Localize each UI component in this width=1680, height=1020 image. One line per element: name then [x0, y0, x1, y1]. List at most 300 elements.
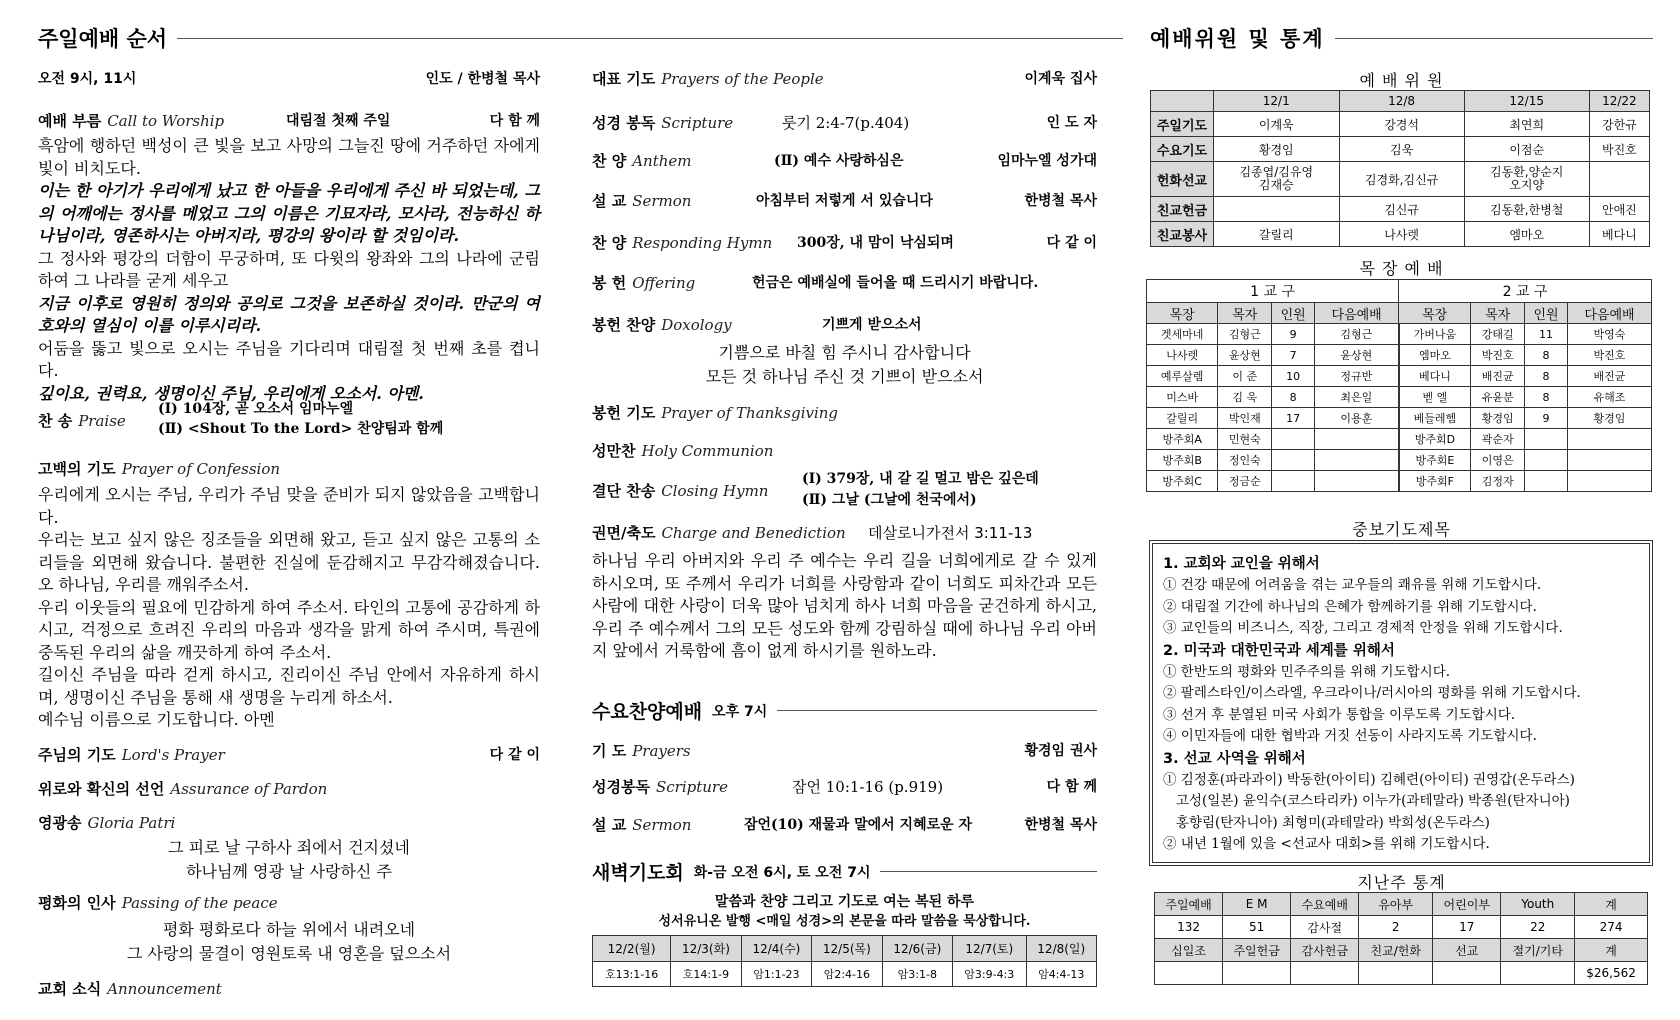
doxology-line-1: 기쁨으로 바칠 힘 주시니 감사합니다 — [718, 343, 971, 362]
committee-cell: 엠마오 — [1464, 222, 1589, 247]
gloria-line-2: 하나님께 영광 날 사랑하신 주 — [186, 862, 392, 881]
mokjang-cell: 9 — [1525, 408, 1568, 429]
committee-cell: 김신규 — [1339, 197, 1464, 222]
committee-cell: 강경석 — [1339, 112, 1464, 137]
offering-ko: 봉 헌 — [592, 274, 627, 292]
wed-sermon-en: Sermon — [632, 816, 692, 834]
mokjang-header: 다음예배 — [1567, 303, 1651, 324]
charge-text: 하나님 우리 아버지와 우리 주 예수는 우리 길을 너희에게로 갈 수 있게 하시오며, 또 주께서 우리가 너희를 사랑함과 같이 너희도 피차간과 모든 사람에 대한 사랑이 더욱 많아 넘치게 하사 너희 마음을 굳건하게 하시고, 우리 주 예수께서 그의 모든 성도와 함께 강림하실 때에 하나님 우리 아버지 앞에서 거룩함에 흠이 없게 하시기를 원하노라. — [592, 551, 1097, 660]
lords-en: Lord's Prayer — [121, 746, 225, 764]
committee-header-row — [1151, 91, 1650, 112]
mokjang-header: 인원 — [1272, 303, 1315, 324]
committee-role: 친교봉사 — [1151, 222, 1214, 247]
confession-en: Prayer of Confession — [121, 460, 281, 478]
wed-prayer-en: Prayers — [632, 742, 691, 760]
confession-paragraph: 길이신 주님을 따라 걷게 하시고, 진리이신 주님 안에서 자유하게 하시며, 생명이신 주님을 통해 새 생명을 누리게 하소서. — [38, 665, 540, 707]
dawn-date: 12/4(수) — [741, 936, 811, 962]
committee-table — [1150, 90, 1650, 247]
prayer-item: 홍향림(탄자니아) 최형미(과테말라) 박희성(온두라스) — [1163, 814, 1490, 831]
mokjang-cell — [1567, 450, 1651, 471]
mokjang-cell: 정규반 — [1315, 366, 1399, 387]
dawn-ref: 호13:1-16 — [593, 961, 671, 987]
dawn-time: 화-금 오전 6시, 토 오전 7시 — [693, 864, 871, 881]
committee-role: 주일기도 — [1151, 112, 1214, 137]
sermon-en: Sermon — [632, 192, 692, 210]
confession-paragraphs — [38, 484, 540, 732]
committee-cell: 이점순 — [1464, 137, 1589, 162]
charge-row — [592, 522, 1097, 542]
pardon-row — [38, 778, 540, 798]
call-sub: 대림절 첫째 주일 — [286, 113, 391, 129]
peace-row — [38, 892, 540, 912]
wed-scripture-row — [592, 776, 1097, 796]
wed-scripture-ko: 성경봉독 — [592, 778, 650, 796]
doxology-en: Doxology — [661, 316, 732, 334]
mokjang-cell: 민현숙 — [1218, 429, 1272, 450]
committee-row — [1151, 112, 1650, 137]
committee-date: 12/22 — [1589, 91, 1649, 112]
stats-cell — [1501, 962, 1575, 985]
mokjang-cell — [1315, 450, 1399, 471]
stats-cell: 132 — [1155, 916, 1223, 939]
confession-paragraph: 우리는 보고 싶지 않은 징조들을 외면해 왔고, 듣고 싶지 않은 고통의 소리들을 외면해 왔습니다. 불편한 진실에 둔감해지고 무감각해졌습니다. 오 하나님, 우리를 깨워주소서. — [38, 530, 540, 594]
mokjang-cell: 박진호 — [1567, 345, 1651, 366]
anthem-by: 임마누엘 성가대 — [997, 153, 1097, 169]
closing-ko: 결단 찬송 — [592, 482, 656, 500]
mokjang-cell: 벧 엘 — [1399, 387, 1471, 408]
stats-cell: 절기/기타 — [1501, 939, 1575, 962]
mokjang-header: 인원 — [1525, 303, 1568, 324]
dawn-line-2: 성서유니온 발행 <매일 성경>의 본문을 따라 말씀을 묵상합니다. — [658, 914, 1031, 929]
prayer-item: ③ 교인들의 비즈니스, 직장, 그리고 경제적 안정을 위해 기도합시다. — [1163, 620, 1563, 636]
praise-line-2: (Ⅱ) <Shout To the Lord> 찬양팀과 함께 — [158, 421, 444, 437]
praise-en: Praise — [78, 412, 126, 430]
praise-ko: 찬 송 — [38, 412, 73, 430]
mokjang-cell: 정금순 — [1218, 471, 1272, 492]
doxology-row — [592, 314, 1097, 334]
mokjang-cell: 윤상현 — [1315, 345, 1399, 366]
committee-row — [1151, 197, 1650, 222]
stats-cell: 계 — [1575, 893, 1648, 916]
responding-hymn-row — [592, 232, 1097, 252]
mokjang-row — [1147, 450, 1652, 471]
announce-en: Announcement — [107, 980, 222, 998]
mokjang-cell: 갈릴리 — [1147, 408, 1218, 429]
committee-cell: 갈릴리 — [1214, 222, 1340, 247]
mokjang-header: 목장 — [1399, 303, 1471, 324]
group-2: 2 교 구 — [1399, 280, 1652, 303]
dawn-date: 12/6(금) — [882, 936, 952, 962]
worship-order-heading: 주일예배 순서 — [38, 23, 1123, 53]
mokjang-cell: 베들레헴 — [1399, 408, 1471, 429]
group-1: 1 교 구 — [1147, 280, 1399, 303]
committee-row — [1151, 222, 1650, 247]
mokjang-cell: 유윤분 — [1471, 387, 1525, 408]
committee-cell: 김동환,양순지 오지양 — [1464, 162, 1589, 197]
mokjang-cell: 황경임 — [1471, 408, 1525, 429]
mokjang-cell: 나사렛 — [1147, 345, 1218, 366]
prayer-box — [1152, 543, 1650, 863]
mokjang-cell: 방주회D — [1399, 429, 1471, 450]
committee-cell: 김종엽/김유영 김재승 — [1214, 162, 1340, 197]
stats-cell: 2 — [1359, 916, 1433, 939]
call-en: Call to Worship — [107, 112, 225, 130]
peace-ko: 평화의 인사 — [38, 894, 116, 912]
committee-date: 12/15 — [1464, 91, 1589, 112]
thanksgiving-row — [592, 402, 1097, 422]
stats-cell: 주일예배 — [1155, 893, 1223, 916]
charge-ref: 데살로니가전서 3:11-13 — [868, 524, 1033, 542]
stats-cell: 17 — [1433, 916, 1501, 939]
mokjang-cell: 배진균 — [1567, 366, 1651, 387]
stats-cell: E M — [1223, 893, 1291, 916]
mokjang-cell: 김 욱 — [1218, 387, 1272, 408]
mokjang-row — [1147, 471, 1652, 492]
sermon-ko: 설 교 — [592, 192, 627, 210]
mokjang-cell: 강태길 — [1471, 324, 1525, 345]
mokjang-cell — [1525, 450, 1568, 471]
hymn-by: 다 같 이 — [1046, 235, 1097, 251]
prayer-heading: 1. 교회와 교인을 위해서 — [1163, 556, 1320, 572]
mokjang-cell: 최은일 — [1315, 387, 1399, 408]
mokjang-cell: 정인숙 — [1218, 450, 1272, 471]
mokjang-row — [1147, 408, 1652, 429]
stats-cell: 22 — [1501, 916, 1575, 939]
mokjang-cell: 미스바 — [1147, 387, 1218, 408]
mokjang-cell: 엠마오 — [1399, 345, 1471, 366]
call-to-worship-text — [38, 135, 540, 405]
wed-scripture-ref: 잠언 10:1-16 (p.919) — [792, 778, 944, 796]
peace-line-1: 평화 평화로다 하늘 위에서 내려오네 — [162, 920, 416, 939]
mokjang-cell: 8 — [1525, 366, 1568, 387]
mokjang-cell: 가버나움 — [1399, 324, 1471, 345]
wed-prayer-row — [592, 740, 1097, 760]
dawn-line-1: 말씀과 찬양 그리고 기도로 여는 복된 하루 — [714, 894, 975, 910]
mokjang-cell: 10 — [1272, 366, 1315, 387]
stats-cell — [1433, 962, 1501, 985]
peace-en: Passing of the peace — [121, 894, 278, 912]
committee-cell: 김욱 — [1339, 137, 1464, 162]
stats-cell: 어린이부 — [1433, 893, 1501, 916]
communion-ko: 성만찬 — [592, 442, 636, 460]
dawn-refs-row — [593, 961, 1097, 987]
rep-by: 이계욱 집사 — [1024, 71, 1097, 87]
stats-cell: 감사절 — [1291, 916, 1359, 939]
mokjang-cell: 윤상현 — [1218, 345, 1272, 366]
confession-row — [38, 458, 540, 478]
committee-cell — [1589, 162, 1649, 197]
committee-role: 헌화선교 — [1151, 162, 1214, 197]
dawn-date: 12/8(일) — [1026, 936, 1096, 962]
mokjang-header: 목자 — [1471, 303, 1525, 324]
mokjang-header-row — [1147, 303, 1652, 324]
committee-corner — [1151, 91, 1214, 112]
mokjang-group-row — [1147, 280, 1652, 303]
stats-table — [1154, 892, 1648, 985]
call-to-worship-row — [38, 110, 540, 130]
dawn-ref: 암4:4-13 — [1026, 961, 1096, 987]
call-line: 깊이요, 권력요, 생명이신 주님, 우리에게 오소서. 아멘. — [38, 383, 424, 403]
rep-ko: 대표 기도 — [592, 70, 656, 88]
thanks-ko: 봉헌 기도 — [592, 404, 656, 422]
prayer-item: ③ 선거 후 분열된 미국 사회가 통합을 이루도록 기도합시다. — [1163, 706, 1516, 723]
stats-values-1 — [1155, 916, 1648, 939]
lords-by: 다 같 이 — [489, 747, 540, 763]
prayer-heading: 2. 미국과 대한민국과 세계를 위해서 — [1163, 642, 1395, 659]
announcement-row — [38, 978, 540, 998]
committee-cell: 나사렛 — [1339, 222, 1464, 247]
wed-scripture-en: Scripture — [655, 778, 728, 796]
mokjang-table — [1146, 279, 1652, 492]
gloria-ko: 영광송 — [38, 814, 82, 832]
offering-row — [592, 272, 1097, 292]
prayer-heading: 3. 선교 사역을 위해서 — [1163, 750, 1306, 767]
gloria-row — [38, 812, 540, 832]
mokjang-cell — [1525, 471, 1568, 492]
stats-cell: 친교/헌화 — [1359, 939, 1433, 962]
call-line: 어둠을 뚫고 빛으로 오시는 주님을 기다리며 대림절 첫 번째 초를 켭니다. — [38, 338, 540, 380]
dawn-date: 12/7(토) — [953, 936, 1026, 962]
scripture-ko: 성경 봉독 — [592, 114, 656, 132]
stats-cell: 계 — [1575, 939, 1648, 962]
prayer-title: 중보기도제목 — [1352, 520, 1451, 539]
mokjang-cell — [1567, 429, 1651, 450]
mokjang-cell — [1567, 471, 1651, 492]
committee-cell — [1214, 197, 1340, 222]
scripture-row — [592, 112, 1097, 132]
mokjang-cell: 이영은 — [1471, 450, 1525, 471]
doxology-line-2: 모든 것 하나님 주신 것 기쁘이 받으소서 — [705, 367, 984, 386]
communion-row — [592, 440, 1097, 460]
mokjang-cell: 곽순자 — [1471, 429, 1525, 450]
mokjang-cell: 박인재 — [1218, 408, 1272, 429]
mokjang-cell — [1272, 471, 1315, 492]
call-by: 다 함 께 — [489, 113, 540, 129]
committee-role: 수요기도 — [1151, 137, 1214, 162]
committee-date: 12/8 — [1339, 91, 1464, 112]
closing-line-1: (Ⅰ) 379장, 내 갈 길 멀고 밤은 깊은데 — [802, 471, 1039, 487]
committee-cell: 김동환,한병철 — [1464, 197, 1589, 222]
peace-line-2: 그 사랑의 물결이 영원토록 내 영혼을 덮으소서 — [126, 944, 452, 963]
hymn-en: Responding Hymn — [632, 234, 773, 252]
confession-paragraph: 우리에게 오시는 주님, 우리가 주님 맞을 준비가 되지 않았음을 고백합니다. — [38, 485, 540, 527]
mokjang-cell: 김형근 — [1218, 324, 1272, 345]
mokjang-cell: 17 — [1272, 408, 1315, 429]
mokjang-header: 다음예배 — [1315, 303, 1399, 324]
mokjang-cell: 11 — [1525, 324, 1568, 345]
wed-prayer-by: 황경임 권사 — [1024, 743, 1097, 759]
dawn-ref: 암1:1-23 — [741, 961, 811, 987]
mokjang-row — [1147, 345, 1652, 366]
dawn-date: 12/3(화) — [671, 936, 741, 962]
prayer-item: 고성(일본) 윤익수(코스타리카) 이누가(과테말라) 박종원(탄자니아) — [1163, 793, 1570, 809]
gloria-en: Gloria Patri — [87, 814, 176, 832]
charge-en: Charge and Benediction — [661, 524, 846, 542]
committee-cell: 황경임 — [1214, 137, 1340, 162]
committee-table-title: 예 배 위 원 — [1359, 71, 1444, 90]
committee-heading: 예배위원 및 통계 — [1150, 23, 1653, 53]
stats-cell: 선교 — [1433, 939, 1501, 962]
call-ko: 예배 부름 — [38, 112, 102, 130]
praise-line-1: (Ⅰ) 104장, 곧 오소서 임마누엘 — [158, 401, 354, 417]
scripture-by: 인 도 자 — [1046, 115, 1097, 131]
stats-cell: 주일헌금 — [1223, 939, 1291, 962]
call-line: 지금 이후로 영원히 정의와 공의로 그것을 보존하실 것이라. 만군의 여호와의 열심이 이를 이루시리라. — [38, 293, 540, 335]
mokjang-row — [1147, 324, 1652, 345]
committee-cell: 이계욱 — [1214, 112, 1340, 137]
mokjang-cell: 베다니 — [1399, 366, 1471, 387]
mokjang-cell: 이용훈 — [1315, 408, 1399, 429]
stats-cell — [1223, 962, 1291, 985]
sermon-row — [592, 190, 1097, 210]
mokjang-header: 목자 — [1218, 303, 1272, 324]
mokjang-row — [1147, 429, 1652, 450]
wed-sermon-title: 잠언(10) 재물과 말에서 지혜로운 자 — [744, 817, 973, 833]
stats-cell: 274 — [1575, 916, 1648, 939]
mokjang-cell — [1525, 429, 1568, 450]
mokjang-table-title: 목 장 예 배 — [1359, 259, 1444, 278]
confession-paragraph: 우리 이웃들의 필요에 민감하게 하여 주소서. 타인의 고통에 공감하게 하시고, 걱정으로 흐려진 우리의 마음과 생각을 맑게 하여 주시며, 특권에 중독된 우리의 삶을 깨끗하게 하여 주소서. — [38, 597, 540, 662]
dawn-schedule-table — [592, 935, 1097, 987]
gloria-line-1: 그 피로 날 구하사 죄에서 건지셨네 — [168, 838, 410, 857]
scripture-en: Scripture — [661, 114, 734, 132]
call-line: 이는 한 아기가 우리에게 났고 한 아들을 우리에게 주신 바 되었는데, 그의 어깨에는 정사를 메었고 그의 이름은 기묘자라, 모사라, 전능하신 하나님이라, 영존하시는 아버지라, 평강의 왕이라 할 것임이라. — [38, 181, 540, 245]
wed-prayer-ko: 기 도 — [592, 742, 627, 760]
hymn-ko: 찬 양 — [592, 234, 627, 252]
scripture-ref: 룻기 2:4-7(p.404) — [782, 114, 910, 132]
committee-role: 친교헌금 — [1151, 197, 1214, 222]
mokjang-cell: 겟세마네 — [1147, 324, 1218, 345]
prayer-item: ④ 이민자들에 대한 협박과 거짓 선동이 사라지도록 기도합시다. — [1163, 728, 1537, 744]
wednesday-time: 오후 7시 — [712, 703, 768, 720]
mokjang-cell: 이 준 — [1218, 366, 1272, 387]
service-time-row — [38, 68, 540, 88]
mokjang-cell: 방주회E — [1399, 450, 1471, 471]
call-line: 그 정사와 평강의 더함이 무궁하며, 또 다윗의 왕좌와 그의 나라에 군림하여 그 나라를 굳게 세우고 — [38, 248, 540, 290]
mokjang-cell: 방주회C — [1147, 471, 1218, 492]
dawn-ref: 호14:1-9 — [671, 961, 741, 987]
prayer-item: ② 대림절 기간에 하나님의 은혜가 함께하기를 위해 기도합시다. — [1163, 598, 1537, 615]
confession-text — [38, 484, 540, 732]
mokjang-cell: 김형근 — [1315, 324, 1399, 345]
stats-cell — [1359, 962, 1433, 985]
stats-cell — [1155, 962, 1223, 985]
lords-prayer-row — [38, 744, 540, 764]
dawn-ref: 암3:1-8 — [882, 961, 952, 987]
mokjang-cell: 배진균 — [1471, 366, 1525, 387]
committee-cell: 최연희 — [1464, 112, 1589, 137]
mokjang-cell — [1272, 429, 1315, 450]
dawn-date: 12/2(월) — [593, 936, 671, 962]
confession-ko: 고백의 기도 — [38, 460, 116, 478]
mokjang-cell: 방주회F — [1399, 471, 1471, 492]
mokjang-cell — [1272, 450, 1315, 471]
committee-cell: 강한규 — [1589, 112, 1649, 137]
hymn-title: 300장, 내 맘이 낙심되며 — [797, 235, 954, 251]
stats-cell: $26,562 — [1575, 962, 1648, 985]
closing-hymn-row — [592, 468, 1097, 512]
prayer-item: ② 내년 1월에 있을 <선교사 대회>를 위해 기도합시다. — [1163, 836, 1490, 852]
communion-en: Holy Communion — [641, 442, 774, 460]
anthem-ko: 찬 양 — [592, 152, 627, 170]
prayer-item: ② 팔레스타인/이스라엘, 우크라이나/러시아의 평화를 위해 기도합시다. — [1163, 685, 1581, 701]
mokjang-header: 목장 — [1147, 303, 1218, 324]
thanks-en: Prayer of Thanksgiving — [661, 404, 839, 422]
stats-cell: 수요예배 — [1291, 893, 1359, 916]
mokjang-cell: 박진호 — [1471, 345, 1525, 366]
announce-ko: 교회 소식 — [38, 980, 102, 998]
dawn-ref: 암3:9-4:3 — [953, 961, 1026, 987]
doxology-title: 기쁘게 받으소서 — [822, 317, 922, 333]
rep-en: Prayers of the People — [661, 70, 824, 88]
stats-cell: 51 — [1223, 916, 1291, 939]
pardon-ko: 위로와 확신의 선언 — [38, 780, 165, 798]
rep-prayer-row — [592, 68, 1097, 88]
charge-ko: 권면/축도 — [592, 524, 656, 542]
stats-cell: 유아부 — [1359, 893, 1433, 916]
anthem-title: (Ⅱ) 예수 사랑하심은 — [774, 153, 904, 169]
dawn-heading: 새벽기도회 화-금 오전 6시, 토 오전 7시 — [592, 858, 1097, 885]
service-time: 오전 9시, 11시 — [38, 71, 137, 87]
call-lines — [38, 135, 540, 405]
wed-sermon-by: 한병철 목사 — [1024, 817, 1097, 833]
mokjang-cell: 방주회A — [1147, 429, 1218, 450]
mokjang-row — [1147, 366, 1652, 387]
confession-paragraph: 예수님 이름으로 기도합니다. 아멘 — [38, 710, 275, 729]
mokjang-cell: 박영숙 — [1567, 324, 1651, 345]
sermon-by: 한병철 목사 — [1024, 193, 1097, 209]
dawn-dates-row — [593, 936, 1097, 962]
mokjang-row — [1147, 387, 1652, 408]
offering-note: 헌금은 예배실에 들어올 때 드리시기 바랍니다. — [752, 275, 1039, 291]
wed-sermon-ko: 설 교 — [592, 816, 627, 834]
mokjang-cell: 7 — [1272, 345, 1315, 366]
committee-cell: 안애진 — [1589, 197, 1649, 222]
stats-header-2 — [1155, 939, 1648, 962]
mokjang-cell — [1315, 471, 1399, 492]
mokjang-cell: 예루살렘 — [1147, 366, 1218, 387]
wednesday-heading: 수요찬양예배 오후 7시 — [592, 697, 1097, 724]
call-line: 흑암에 행하던 백성이 큰 빛을 보고 사망의 그늘진 땅에 거주하던 자에게 빛이 비치도다. — [38, 136, 540, 178]
committee-row — [1151, 162, 1650, 197]
closing-en: Closing Hymn — [661, 482, 769, 500]
mokjang-cell: 황경임 — [1567, 408, 1651, 429]
heading-rule — [177, 38, 1123, 39]
prayer-list — [1153, 544, 1649, 865]
mokjang-cell: 8 — [1272, 387, 1315, 408]
committee-cell: 박진호 — [1589, 137, 1649, 162]
prayer-item: ① 김정훈(파라과이) 박동한(아이티) 김혜련(아이티) 권영갑(온두라스) — [1163, 771, 1575, 788]
mokjang-cell: 8 — [1525, 345, 1568, 366]
mokjang-cell: 김정자 — [1471, 471, 1525, 492]
stats-title: 지난주 통계 — [1357, 873, 1446, 892]
closing-line-2: (Ⅱ) 그날 (그날에 천국에서) — [802, 492, 977, 508]
mokjang-cell: 9 — [1272, 324, 1315, 345]
wed-sermon-row — [592, 814, 1097, 834]
wed-scripture-by: 다 함 께 — [1046, 779, 1097, 795]
stats-values-2 — [1155, 962, 1648, 985]
doxology-ko: 봉헌 찬양 — [592, 316, 656, 334]
service-leader: 인도 / 한병철 목사 — [425, 71, 540, 87]
stats-cell: Youth — [1501, 893, 1575, 916]
sermon-title: 아침부터 저렇게 서 있습니다 — [756, 193, 933, 209]
mokjang-cell: 방주회B — [1147, 450, 1218, 471]
stats-cell — [1291, 962, 1359, 985]
praise-row — [38, 398, 540, 440]
committee-cell: 베다니 — [1589, 222, 1649, 247]
anthem-row — [592, 150, 1097, 170]
prayer-item: ① 건강 때문에 어려움을 겪는 교우들의 쾌유를 위해 기도합시다. — [1163, 577, 1542, 593]
